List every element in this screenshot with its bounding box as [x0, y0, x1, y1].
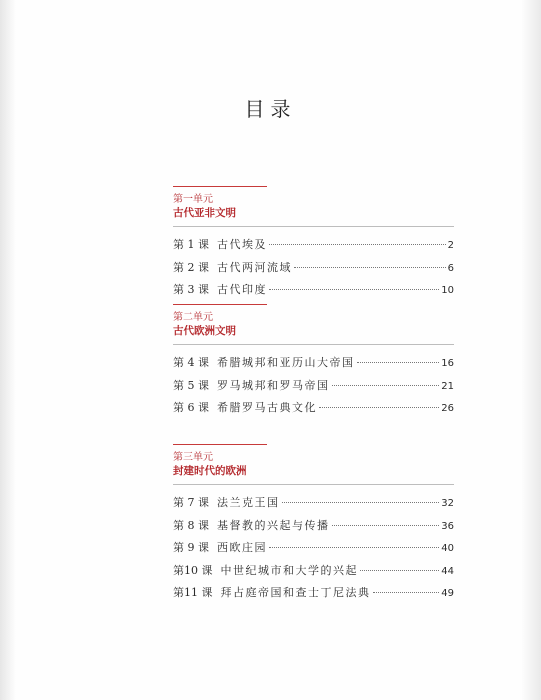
lesson-number: 第 8 课 — [173, 518, 209, 532]
dot-leader — [269, 547, 439, 548]
lesson-entry[interactable] — [173, 377, 454, 400]
unit-name: 古代亚非文明 — [173, 207, 236, 219]
lesson-number: 第 5 课 — [173, 378, 209, 392]
lesson-page: 26 — [441, 403, 454, 414]
lesson-page: 6 — [447, 262, 454, 274]
lesson-name: 中世纪城市和大学的兴起 — [220, 563, 358, 577]
lesson-name: 基督教的兴起与传播 — [217, 518, 330, 532]
lesson-entry[interactable] — [173, 236, 454, 259]
dot-leader — [282, 502, 440, 503]
lesson-name: 古代两河流域 — [217, 260, 292, 274]
lesson-number: 第 2 课 — [173, 260, 209, 274]
lesson-name: 古代埃及 — [217, 238, 267, 251]
dot-leader — [357, 362, 440, 363]
lesson-name: 古代印度 — [217, 283, 267, 296]
lesson-page: 21 — [441, 380, 454, 392]
lesson-entry[interactable] — [173, 584, 454, 607]
lesson-list — [173, 236, 454, 304]
lesson-list — [173, 494, 454, 607]
dot-leader — [269, 244, 446, 245]
lesson-entry[interactable] — [173, 494, 454, 517]
lesson-entry[interactable] — [173, 562, 454, 585]
lesson-page: 44 — [441, 565, 454, 577]
lesson-name: 西欧庄园 — [217, 541, 267, 554]
dot-leader — [294, 267, 446, 268]
unit-section — [173, 186, 454, 304]
dot-leader — [360, 570, 439, 571]
lesson-number: 第10 课 — [173, 563, 213, 577]
dot-leader — [319, 407, 439, 408]
lesson-number: 第 4 课 — [173, 356, 209, 369]
dot-leader — [332, 525, 440, 526]
lesson-number: 第 9 课 — [173, 541, 209, 554]
lesson-entry[interactable] — [173, 539, 454, 562]
lesson-name: 法兰克王国 — [217, 496, 280, 509]
unit-divider — [173, 304, 267, 305]
lesson-page: 32 — [441, 498, 454, 509]
lesson-name: 罗马城邦和罗马帝国 — [217, 378, 330, 392]
lesson-number: 第11 课 — [173, 586, 213, 599]
unit-number: 第一单元 — [173, 194, 213, 205]
lesson-number: 第 6 课 — [173, 401, 209, 414]
lesson-name: 希腊城邦和亚历山大帝国 — [217, 356, 355, 369]
unit-separator — [173, 226, 454, 227]
lesson-page: 36 — [441, 520, 454, 532]
dot-leader — [373, 592, 440, 593]
lesson-entry[interactable] — [173, 281, 454, 304]
dot-leader — [332, 385, 440, 386]
lesson-page: 16 — [441, 358, 454, 369]
dot-leader — [269, 289, 439, 290]
lesson-page: 2 — [447, 240, 454, 251]
lesson-entry[interactable] — [173, 354, 454, 377]
unit-name: 古代欧洲文明 — [173, 325, 236, 337]
lesson-name: 拜占庭帝国和查士丁尼法典 — [220, 586, 371, 599]
unit-number: 第二单元 — [173, 312, 213, 323]
lesson-entry[interactable] — [173, 259, 454, 282]
page-title: 目录 — [244, 97, 297, 121]
unit-separator — [173, 484, 454, 485]
unit-number: 第三单元 — [173, 452, 213, 463]
unit-section — [173, 444, 454, 607]
lesson-page: 40 — [441, 543, 454, 554]
lesson-number: 第 7 课 — [173, 496, 209, 509]
unit-divider — [173, 444, 267, 445]
lesson-number: 第 1 课 — [173, 238, 209, 251]
lesson-number: 第 3 课 — [173, 283, 209, 296]
unit-name: 封建时代的欧洲 — [173, 465, 247, 477]
lesson-list — [173, 354, 454, 422]
lesson-entry[interactable] — [173, 399, 454, 422]
lesson-page: 49 — [441, 588, 454, 599]
lesson-name: 希腊罗马古典文化 — [217, 401, 317, 414]
unit-separator — [173, 344, 454, 345]
lesson-page: 10 — [441, 285, 454, 296]
unit-section — [173, 304, 454, 422]
lesson-entry[interactable] — [173, 517, 454, 540]
unit-divider — [173, 186, 267, 187]
